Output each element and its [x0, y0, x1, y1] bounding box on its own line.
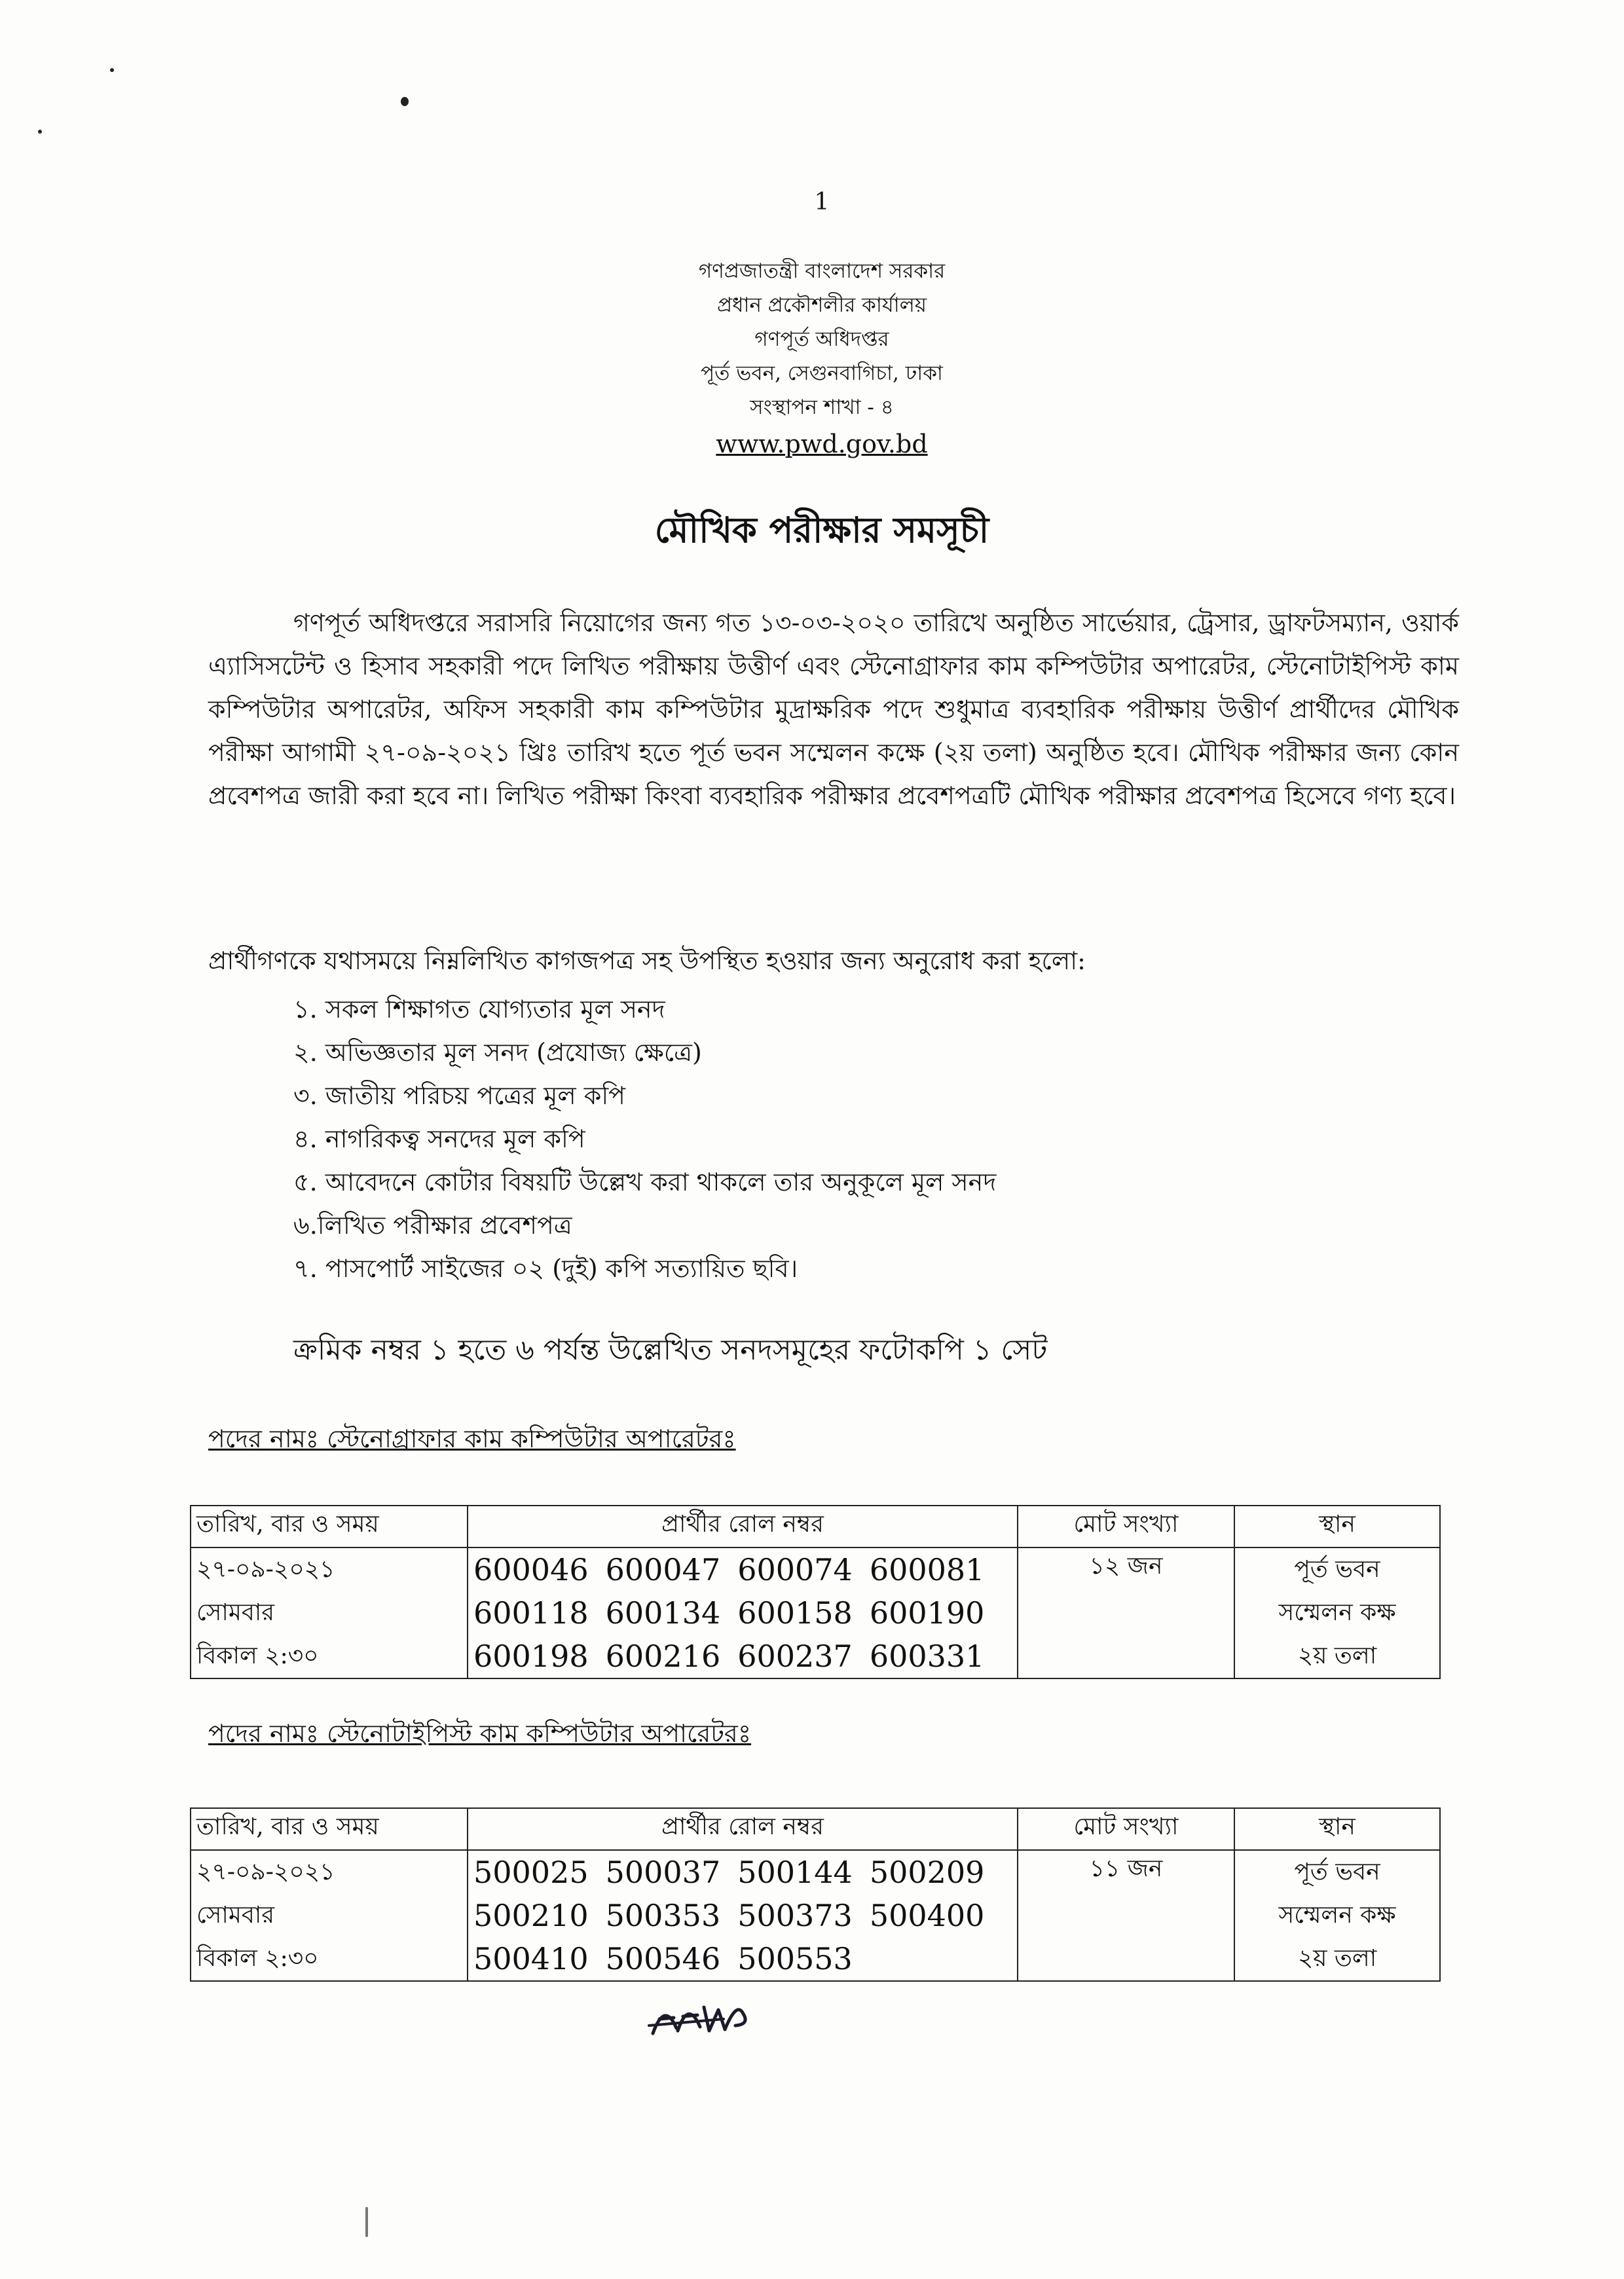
- roll-number: 600237: [737, 1639, 853, 1674]
- document-item: ৭. পাসপোর্ট সাইজের ০২ (দুই) কপি সত্যায়িত ছবি।: [293, 1254, 798, 1283]
- document-item: ১. সকল শিক্ষাগত যোগ্যতার মূল সনদ: [293, 995, 665, 1024]
- header-line: গণপ্রজাতন্ত্রী বাংলাদেশ সরকার: [698, 259, 946, 283]
- roll-number: 600134: [605, 1595, 721, 1631]
- date-cell: [191, 1547, 468, 1678]
- schedule-table: [190, 1807, 1441, 1982]
- post-title: পদের নামঃ স্টেনোটাইপিস্ট কাম কম্পিউটার অপারেটরঃ: [208, 1719, 752, 1748]
- table-header-row: [191, 1506, 1440, 1547]
- header-date: তারিখ, বার ও সময়: [191, 1808, 468, 1850]
- roll-number: 600216: [605, 1639, 721, 1674]
- intro-paragraph: গণপূর্ত অধিদপ্তরে সরাসরি নিয়োগের জন্য গত ১৩-০৩-২০২০ তারিখে অনুষ্ঠিত সার্ভেয়ার, ট্রেসার, ড্রাফটসম্যান, ওয়ার্ক এ্যাসিসটেন্ট ও হিসাব সহকারী পদে লিখিত পরীক্ষায় উত্তীর্ণ এবং স্টেনোগ্রাফার কাম কম্পিউটার অপারেটর, স্টেনোটাইপিস্ট কাম কম্পিউটার অপারেটর, অফিস সহকারী কাম কম্পিউটার মুদ্রাক্ষরিক পদে শুধুমাত্র ব্যবহারিক পরীক্ষায় উত্তীর্ণ প্রার্থীদের মৌখিক পরীক্ষা আগামী ২৭-০৯-২০২১ খ্রিঃ তারিখ হতে পূর্ত ভবন সম্মেলন কক্ষে (২য় তলা) অনুষ্ঠিত হবে। মৌখিক পরীক্ষার জন্য কোন প্রবেশপত্র জারী করা হবে না। লিখিত পরীক্ষা কিংবা ব্যবহারিক পরীক্ষার প্রবেশপত্রটি মৌখিক পরীক্ষার প্রবেশপত্র হিসেবে গণ্য হবে।: [208, 608, 1459, 810]
- table-row: [191, 1547, 1440, 1678]
- website-link[interactable]: www.pwd.gov.bd: [716, 430, 928, 458]
- roll-number: 600074: [737, 1552, 853, 1587]
- roll-number: 500546: [605, 1941, 721, 1976]
- header-line: গণপূর্ত অধিদপ্তর: [754, 327, 889, 351]
- roll-number: 500553: [737, 1941, 853, 1976]
- roll-number: 500373: [737, 1898, 853, 1933]
- roll-number: 600158: [737, 1595, 853, 1631]
- header-roll: প্রার্থীর রোল নম্বর: [468, 1506, 1018, 1547]
- date: ২৭-০৯-২০২১: [196, 1556, 335, 1583]
- day: সোমবার: [196, 1599, 275, 1626]
- photocopy-note: ক্রমিক নম্বর ১ হতে ৬ পর্যন্ত উল্লেখিত সনদসমূহের ফটোকপি ১ সেট: [293, 1333, 1048, 1367]
- page-title: মৌখিক পরীক্ষার সমসূচী: [654, 509, 989, 551]
- place-cell: [1234, 1850, 1440, 1981]
- header-total: মোট সংখ্যা: [1018, 1808, 1234, 1850]
- office-header: [0, 254, 1624, 464]
- page-number: 1: [814, 189, 830, 215]
- scan-speck: [38, 130, 42, 134]
- place-cell: [1234, 1547, 1440, 1678]
- roll-number: 500210: [473, 1898, 589, 1933]
- roll-cell: [468, 1547, 1018, 1678]
- roll-number: 600047: [605, 1552, 721, 1587]
- date: ২৭-০৯-২০২১: [196, 1859, 335, 1885]
- table-row: [191, 1850, 1440, 1981]
- table-header-row: [191, 1808, 1440, 1850]
- scan-speck: [110, 68, 114, 72]
- total-cell: ১১ জন: [1018, 1850, 1234, 1981]
- document-item: ২. অভিজ্ঞতার মূল সনদ (প্রযোজ্য ক্ষেত্রে): [293, 1038, 702, 1067]
- document-item: ৬.লিখিত পরীক্ষার প্রবেশপত্র: [293, 1211, 572, 1240]
- header-line: পূর্ত ভবন, সেগুনবাগিচা, ঢাকা: [701, 361, 943, 385]
- place-line: ২য় তলা: [1297, 1642, 1377, 1669]
- total-cell: ১২ জন: [1018, 1547, 1234, 1678]
- header-line: প্রধান প্রকৌশলীর কার্যালয়: [716, 293, 927, 317]
- roll-number: 500209: [869, 1855, 985, 1890]
- header-place: স্থান: [1234, 1808, 1440, 1850]
- roll-cell: [468, 1850, 1018, 1981]
- header-place: স্থান: [1234, 1506, 1440, 1547]
- header-total: মোট সংখ্যা: [1018, 1506, 1234, 1547]
- required-documents-list: [293, 988, 996, 1290]
- time: বিকাল ২:৩০: [196, 1642, 319, 1669]
- date-cell: [191, 1850, 468, 1981]
- roll-number: 500400: [869, 1898, 985, 1933]
- roll-number: 600198: [473, 1639, 589, 1674]
- roll-number: 600331: [869, 1639, 985, 1674]
- document-item: ৪. নাগরিকত্ব সনদের মূল কপি: [293, 1124, 585, 1153]
- roll-number: 600046: [473, 1552, 589, 1587]
- header-line: সংস্থাপন শাখা - ৪: [750, 396, 894, 419]
- roll-number: 600081: [869, 1552, 985, 1587]
- place-line: পূর্ত ভবন: [1294, 1556, 1380, 1583]
- document-item: ৩. জাতীয় পরিচয় পত্রের মূল কপি: [293, 1081, 625, 1110]
- request-line: প্রার্থীগণকে যথাসময়ে নিম্নলিখিত কাগজপত্র সহ উপস্থিত হওয়ার জন্য অনুরোধ করা হলো:: [208, 946, 1086, 975]
- time: বিকাল ২:৩০: [196, 1945, 319, 1972]
- scan-speck: [401, 97, 409, 106]
- place-line: ২য় তলা: [1297, 1945, 1377, 1972]
- place-line: সম্মেলন কক্ষ: [1278, 1902, 1396, 1929]
- roll-number: 600190: [869, 1595, 985, 1631]
- scan-speck: [365, 2207, 368, 2237]
- post-title: পদের নামঃ স্টেনোগ্রাফার কাম কম্পিউটার অপারেটরঃ: [208, 1424, 736, 1453]
- initials-signature: [645, 1988, 763, 2047]
- roll-number: 600118: [473, 1595, 589, 1631]
- header-date: তারিখ, বার ও সময়: [191, 1506, 468, 1547]
- roll-number: 500025: [473, 1855, 589, 1890]
- day: সোমবার: [196, 1902, 275, 1929]
- header-roll: প্রার্থীর রোল নম্বর: [468, 1808, 1018, 1850]
- roll-number: 500144: [737, 1855, 853, 1890]
- roll-number: 500037: [605, 1855, 721, 1890]
- schedule-table: [190, 1505, 1441, 1679]
- place-line: সম্মেলন কক্ষ: [1278, 1599, 1396, 1626]
- document-item: ৫. আবেদনে কোটার বিষয়টি উল্লেখ করা থাকলে তার অনুকূলে মূল সনদ: [293, 1168, 997, 1196]
- roll-number: 500410: [473, 1941, 589, 1976]
- roll-number: 500353: [605, 1898, 721, 1933]
- place-line: পূর্ত ভবন: [1294, 1859, 1380, 1885]
